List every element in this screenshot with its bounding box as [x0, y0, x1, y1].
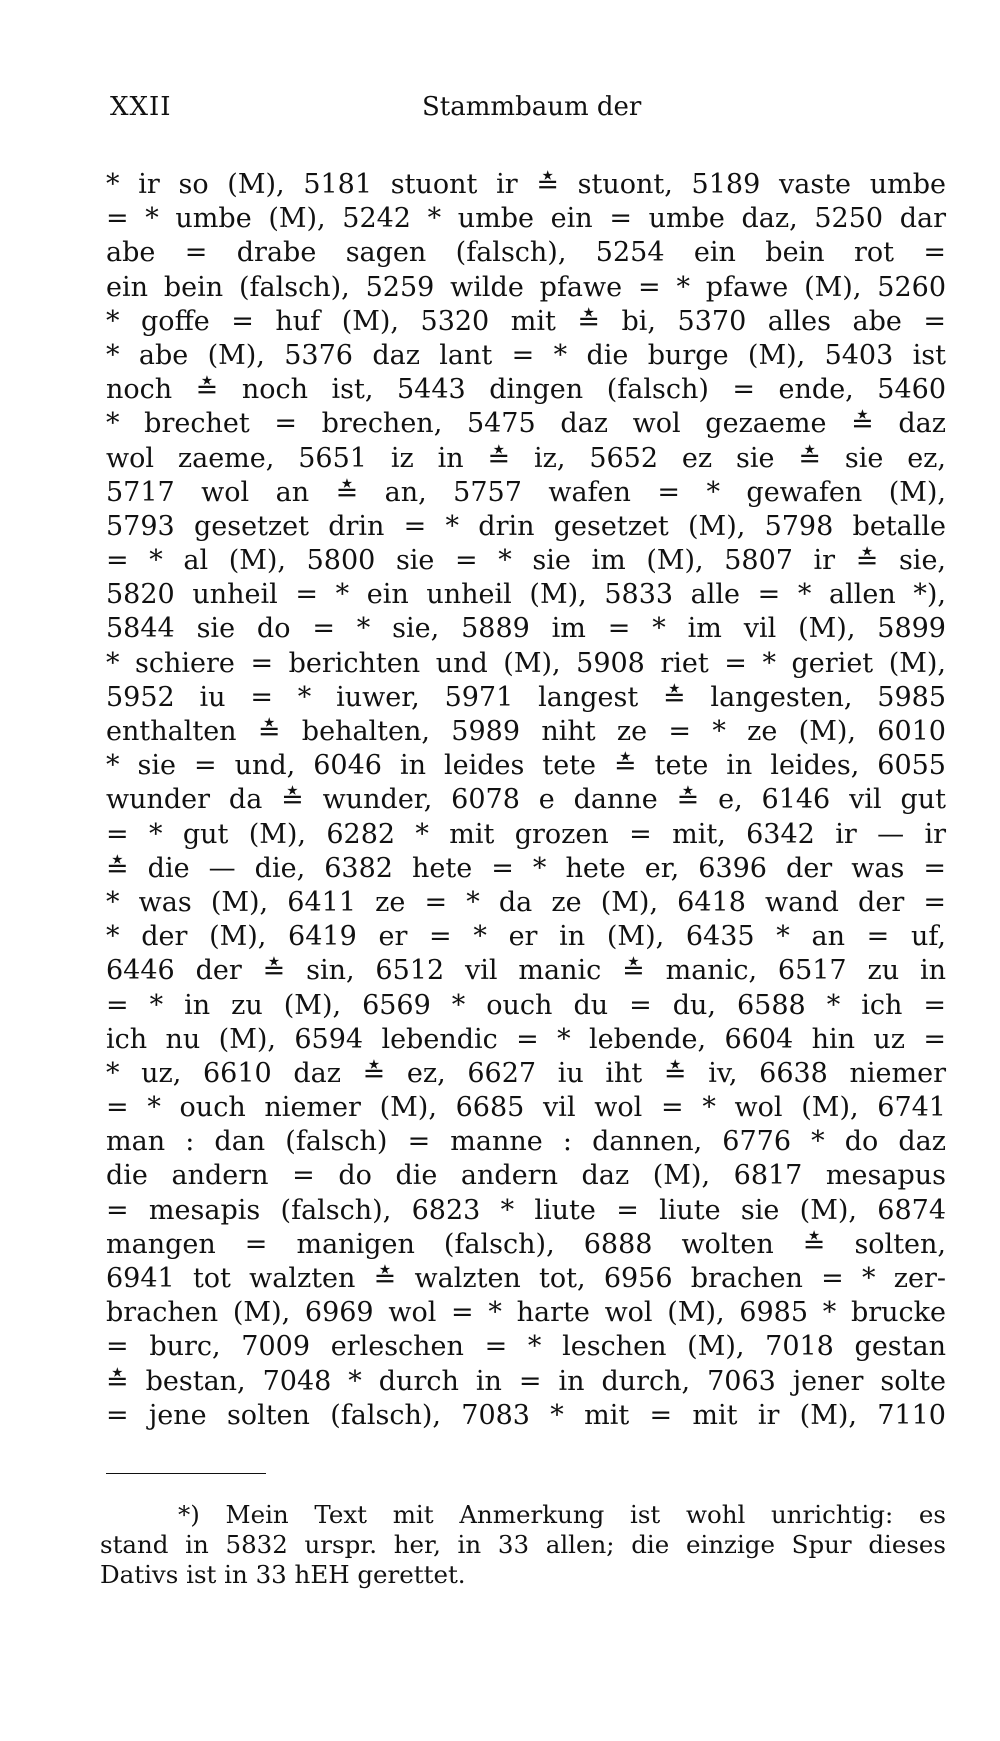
text-line: ≛ die — die, 6382 hete = * hete er, 6396 der was = — [106, 852, 946, 884]
text-line: ≛ bestan, 7048 * durch in = in durch, 7063 jener solte — [106, 1365, 946, 1397]
text-line: * schiere = berichten und (M), 5908 riet = * geriet (M), — [106, 647, 946, 679]
text-line: = jene solten (falsch), 7083 * mit = mit ir (M), 7110 — [106, 1399, 946, 1431]
text-line: * uz, 6610 daz ≛ ez, 6627 iu iht ≛ iv, 6638 niemer — [106, 1057, 946, 1089]
text-line: = * umbe (M), 5242 * umbe ein = umbe daz, 5250 dar — [106, 203, 946, 235]
text-line: * sie = und, 6046 in leides tete ≛ tete in leides, 6055 — [106, 750, 946, 782]
text-line: 6446 der ≛ sin, 6512 vil manic ≛ manic, 6517 zu in — [106, 955, 946, 987]
text-line: * goffe = huf (M), 5320 mit ≛ bi, 5370 alles abe = — [106, 305, 946, 337]
footnote-line: Dativs ist in 33 hEH gerettet. — [100, 1560, 466, 1589]
footnote-line: stand in 5832 urspr. her, in 33 allen; die einzige Spur dieses — [100, 1530, 946, 1559]
text-line: = * al (M), 5800 sie = * sie im (M), 5807 ir ≛ sie, — [106, 545, 946, 577]
text-line: mangen = manigen (falsch), 6888 wolten ≛ solten, — [106, 1228, 946, 1260]
text-line: 5717 wol an ≛ an, 5757 wafen = * gewafen (M), — [106, 476, 946, 508]
text-line: wunder da ≛ wunder, 6078 e danne ≛ e, 6146 vil gut — [106, 784, 946, 816]
text-line: = * in zu (M), 6569 * ouch du = du, 6588 * ich = — [106, 989, 946, 1021]
text-line: = * ouch niemer (M), 6685 vil wol = * wol (M), 6741 — [106, 1092, 946, 1124]
footnote — [100, 1500, 946, 1590]
text-line: * ir so (M), 5181 stuont ir ≛ stuont, 5189 vaste umbe — [106, 169, 946, 200]
text-line: = * gut (M), 6282 * mit grozen = mit, 6342 ir — ir — [106, 818, 946, 850]
text-line: enthalten ≛ behalten, 5989 niht ze = * ze (M), 6010 — [106, 716, 946, 747]
text-line: noch ≛ noch ist, 5443 dingen (falsch) = ende, 5460 — [106, 374, 946, 406]
text-line: ein bein (falsch), 5259 wilde pfawe = * pfawe (M), 5260 — [106, 271, 946, 303]
footnote-line: *) Mein Text mit Anmerkung ist wohl unrichtig: es — [178, 1500, 946, 1529]
text-line: = mesapis (falsch), 6823 * liute = liute sie (M), 6874 — [106, 1194, 946, 1226]
page-header — [110, 92, 942, 132]
text-line: brachen (M), 6969 wol = * harte wol (M), 6985 * brucke — [106, 1297, 946, 1329]
text-line: 6941 tot walzten ≛ walzten tot, 6956 brachen = * zer- — [106, 1263, 946, 1294]
text-line: 5952 iu = * iuwer, 5971 langest ≛ langesten, 5985 — [106, 681, 946, 713]
text-line: 5844 sie do = * sie, 5889 im = * im vil (M), 5899 — [106, 613, 946, 645]
running-head: Stammbaum der — [422, 92, 642, 122]
text-line: * brechet = brechen, 5475 daz wol gezaeme ≛ daz — [106, 408, 946, 440]
text-line: * abe (M), 5376 daz lant = * die burge (M), 5403 ist — [106, 339, 946, 371]
text-line: = burc, 7009 erleschen = * leschen (M), 7018 gestan — [106, 1331, 946, 1363]
text-line: ich nu (M), 6594 lebendic = * lebende, 6604 hin uz = — [106, 1023, 946, 1055]
text-line: wol zaeme, 5651 iz in ≛ iz, 5652 ez sie ≛ sie ez, — [106, 442, 946, 474]
text-line: man : dan (falsch) = manne : dannen, 6776 * do daz — [106, 1126, 946, 1158]
text-line: * was (M), 6411 ze = * da ze (M), 6418 wand der = — [106, 886, 946, 918]
text-line: * der (M), 6419 er = * er in (M), 6435 * an = uf, — [106, 921, 946, 953]
body-text — [106, 168, 946, 1433]
text-line: 5793 gesetzet drin = * drin gesetzet (M), 5798 betalle — [106, 510, 946, 542]
text-line: abe = drabe sagen (falsch), 5254 ein bein rot = — [106, 237, 946, 269]
text-line: 5820 unheil = * ein unheil (M), 5833 alle = * allen *), — [106, 579, 946, 611]
footnote-rule — [106, 1473, 266, 1474]
page-number: XXII — [110, 92, 172, 122]
text-line: die andern = do die andern daz (M), 6817 mesapus — [106, 1160, 946, 1192]
